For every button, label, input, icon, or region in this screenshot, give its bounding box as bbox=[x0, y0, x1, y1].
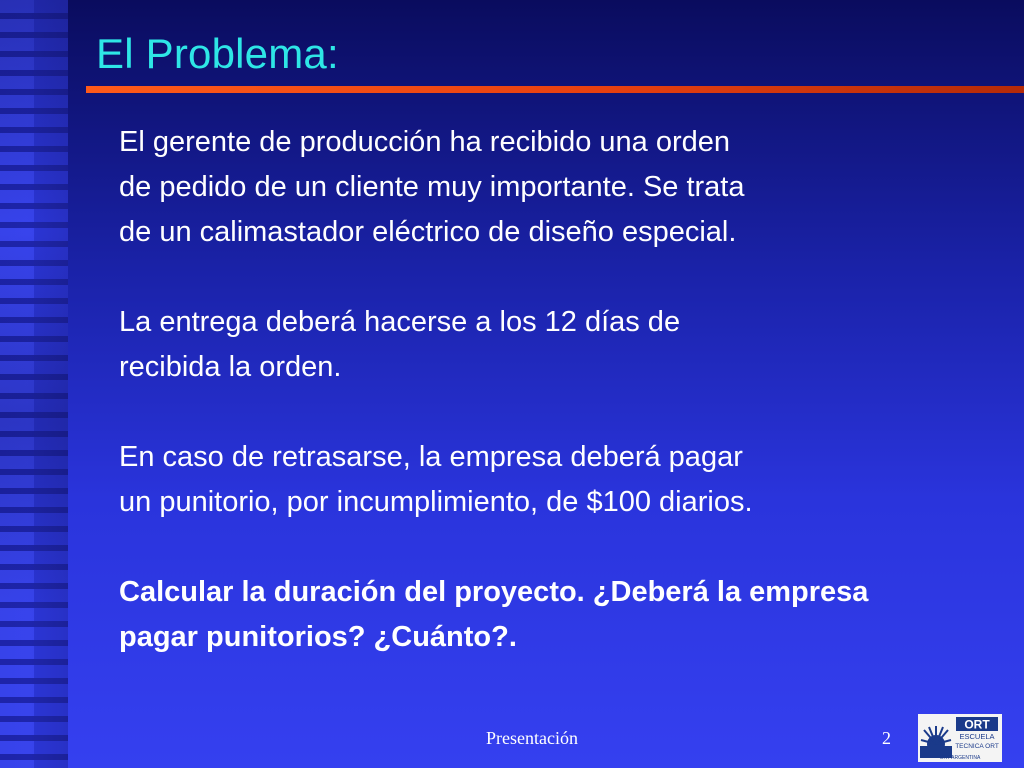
ort-wordmark: ORT bbox=[964, 717, 990, 732]
slide-title: El Problema: bbox=[96, 30, 339, 77]
paragraph-question bbox=[119, 570, 1009, 660]
ort-logo bbox=[918, 714, 1002, 762]
paragraph-penalty bbox=[119, 435, 1009, 525]
sunburst-emblem bbox=[920, 726, 952, 758]
paragraph-delivery bbox=[119, 300, 1009, 390]
left-decorative-band bbox=[0, 0, 68, 768]
logo-line-tecnica: TECNICA ORT bbox=[955, 743, 999, 750]
logo-line-argentina: ORT ARGENTINA bbox=[939, 755, 981, 761]
page-number: 2 bbox=[882, 728, 891, 748]
body-line: de un calimastador eléctrico de diseño especial. bbox=[119, 216, 737, 248]
body-line: recibida la orden. bbox=[119, 351, 342, 383]
body-line: pagar punitorios? ¿Cuánto?. bbox=[119, 621, 517, 653]
body-line: El gerente de producción ha recibido una orden bbox=[119, 126, 731, 158]
body-line: un punitorio, por incumplimiento, de $100 diarios. bbox=[119, 486, 753, 518]
footer-label: Presentación bbox=[486, 728, 578, 748]
title-underline bbox=[86, 86, 1024, 93]
body-line: En caso de retrasarse, la empresa deberá pagar bbox=[119, 441, 743, 473]
band-shading bbox=[0, 0, 68, 768]
slide-body bbox=[119, 120, 1009, 660]
body-line: Calcular la duración del proyecto. ¿Deberá la empresa bbox=[119, 576, 869, 608]
logo-line-escuela: ESCUELA bbox=[959, 732, 995, 741]
body-line: de pedido de un cliente muy importante. Se trata bbox=[119, 171, 745, 203]
ort-logo-icon bbox=[918, 714, 1002, 762]
body-line: La entrega deberá hacerse a los 12 días de bbox=[119, 306, 681, 338]
paragraph-order bbox=[119, 120, 1009, 255]
